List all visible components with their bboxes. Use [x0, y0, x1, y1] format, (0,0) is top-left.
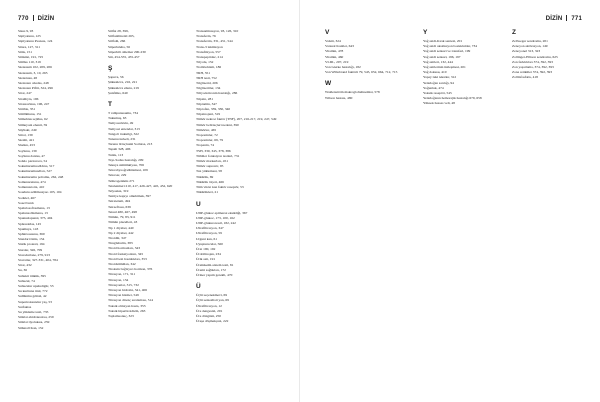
index-entry: Siştiyatunu Psonası, 124	[18, 39, 53, 44]
index-entry: Skolosun Piftti, 324, 296	[18, 86, 53, 91]
index-entry: Trans-3 lekülasyon	[196, 44, 223, 49]
index-entry: Stotodurlane, 279, 913	[18, 252, 50, 257]
index-entry: Titrasyon direnç sıralaması, 514	[108, 298, 153, 303]
index-letter-heading: W	[325, 80, 332, 88]
index-entry: Tetratetum, 494	[108, 199, 131, 204]
index-entry: Tüm vücut kan faktör reseptör, 53	[196, 185, 244, 190]
index-entry: Transferrin, 331, 451, 544	[196, 39, 233, 44]
index-entry: TRH, 351	[196, 70, 210, 75]
index-entry: UDP-glukuronosil, 182, 242	[196, 220, 236, 225]
index-entry: Ürat 190, 192	[196, 246, 216, 251]
index-entry: Sturdar, 326, 709	[18, 247, 43, 252]
index-entry: Yenidoğanın hemorajik hastalığı 679, 658	[423, 96, 482, 101]
index-entry: Yoksik reseptör, 545	[423, 91, 452, 96]
index-entry: Toksik olmayan hasta, 353	[108, 303, 146, 308]
index-entry: Tümör belirteçleri nedeni, 390	[196, 122, 239, 127]
index-letter-heading: Ü	[196, 283, 201, 291]
index-entry: Stüillimunu, 151	[18, 112, 42, 117]
index-letter-heading: Z	[512, 29, 516, 36]
index-entry: Zollinger-Ellison sendromu, 625	[512, 54, 558, 59]
index-entry: Zona retiküler 374, 392, 393	[512, 70, 553, 75]
index-entry: Tiroid fonksiyonları, 345	[108, 251, 144, 256]
index-entry: Tip 1 diyabet, 440	[108, 225, 134, 230]
index-entry: Şükusüzva ehutu, 219	[108, 85, 139, 90]
running-header-left	[18, 15, 54, 22]
index-entry: Siştiyatunu, 125	[18, 34, 41, 39]
index-entry: Skolesum, 3, 10, 265	[18, 70, 48, 75]
index-entry: Tübüler fonksiyon testleri, 731	[196, 153, 240, 158]
index-entry: Yağ asidi sentezi, 196, 197	[423, 54, 461, 59]
index-entry: Sokumarumuadları, 527	[18, 169, 52, 174]
index-entry: Zenoyon aktivasyon, 149	[512, 44, 548, 49]
index-entry: Wilson hastası, 480	[325, 95, 353, 100]
index-entry: Ultrafiltrasyon, 59	[196, 231, 222, 236]
index-entry: Tiroid bezi hastalıkları, 353	[108, 256, 147, 261]
index-entry: Varsual Koniler, 643	[325, 44, 354, 49]
index-entry: Soylunu dantus, 47	[18, 153, 45, 158]
index-entry: Sülunall Kan, 152	[18, 325, 44, 330]
index-entry: Sürol, 139	[18, 133, 33, 138]
index-entry: Ültrafiltrasyon, 12	[196, 303, 222, 308]
index-entry: Sülalat tiyolukası, 259	[18, 320, 50, 325]
right-page	[300, 0, 600, 402]
index-entry: Yapay tuki tekstler, 312	[423, 75, 457, 80]
index-entry: Tamyosuluvin, 49	[108, 121, 134, 126]
index-entry: Sullünmu grütsü, 42	[18, 294, 47, 299]
index-entry: Subuzular upuludtgür, 53	[18, 283, 54, 288]
index-entry: Tropanin, 74	[196, 143, 214, 148]
header-separator	[566, 15, 567, 21]
index-entry: Yüksek hassas veli, 48	[423, 101, 455, 106]
index-entry: Şükusüzva, 216, 221	[108, 80, 138, 85]
index-letter-heading: U	[196, 200, 201, 208]
index-entry: Tükürük ölçeri, 466	[196, 179, 224, 184]
index-entry: Sisus 9, 93	[18, 29, 34, 33]
running-header-right	[546, 15, 582, 22]
index-entry: Tümün, 79, 83, 911	[108, 215, 136, 220]
index-entry: Tümör markerları, 451	[196, 159, 228, 164]
index-entry: Sülalat ehidroksılosı, 259	[18, 315, 54, 320]
index-entry: Zon yaşarlama, 374, 392, 393	[512, 65, 554, 70]
index-entry: Sitara, 127, 311	[18, 44, 41, 49]
index-entry: Strat, 247	[18, 91, 32, 96]
index-entry: Süyhakt, 249	[18, 127, 37, 132]
index-entry: Tümör supresör, 95	[196, 164, 224, 169]
index-entry: Üre dengesizi, 201	[196, 308, 223, 313]
index-column	[325, 29, 413, 101]
index-entry: Soylunu, 139	[18, 148, 37, 153]
index-entry: Tükürük, 69	[196, 174, 214, 179]
index-entry: Skoletusu, 48	[18, 75, 38, 80]
index-entry: Tamyosi entendar, 313	[108, 126, 140, 131]
index-entry: Sülfat 28, 399,	[108, 29, 129, 33]
index-entry: Straübyta, 196	[18, 96, 39, 101]
index-entry: Üreüskemi-sistem testi, 81	[196, 262, 234, 267]
index-entry: Yağ asitlerinin üstleşmesi, 201	[423, 65, 466, 70]
index-entry: Telyaskız, 319	[108, 189, 129, 194]
index-entry: Süperluleha, 56	[108, 44, 130, 49]
index-entry: Tarunu lirtaçlıunü Sorlatsa, 213	[108, 142, 153, 147]
index-entry: Vitamin, 478	[325, 49, 344, 54]
index-entry: Tiroid hormonları, 343	[108, 246, 141, 251]
index-entry: Sphinxossunu, 360	[18, 231, 45, 236]
index-entry: Triyolu, 152	[196, 60, 214, 65]
index-entry: Üre döngüsü, 250	[196, 313, 221, 318]
index-entry: Sludun, 453	[18, 143, 35, 148]
index-entry: Vitamin, 460	[325, 54, 344, 59]
index-entry: Spüoualdas, 145	[18, 221, 42, 226]
index-entry: Titrasyon hidroliz, 341, 406	[108, 287, 148, 292]
index-entry: Tungolt trukuilgi, 322	[108, 131, 139, 136]
index-entry: Statik protesti, 194	[18, 242, 45, 247]
index-entry: Su kurttuna ünit, 772	[18, 289, 48, 294]
index-entry: Sosel bunlı	[18, 200, 34, 205]
index-entry: Üriner yapım gerekli, 470	[196, 272, 233, 277]
index-entry: Skolüt, 421	[18, 138, 35, 143]
index-entry: Supertroksundar yaş, 53	[18, 299, 52, 304]
index-entry: Sitüsüst, 191, 725	[18, 55, 44, 60]
index-entry: Tetraeflosu, 639	[108, 204, 131, 209]
index-entry: Trigliseritler, 134	[196, 86, 221, 91]
index-entry: Üçlü seçenekmevi, 69	[196, 293, 228, 298]
index-entry: Toksik hipertiroidizm, 263	[108, 308, 146, 313]
index-entry: Spalulosoftasmana, 13	[18, 205, 50, 210]
index-entry: Strübia, 351	[18, 107, 36, 112]
index-letter-heading: Y	[423, 29, 428, 36]
index-entry: Subuzul, 74	[18, 278, 35, 283]
index-entry: Sokumarumu poltamu, 262, 248	[18, 174, 64, 179]
index-entry: Toplamsonuç, 323	[108, 313, 134, 318]
index-column	[196, 29, 284, 324]
index-entry: Trombohizm, 186	[196, 65, 222, 70]
index-entry: Uyuşturucular, 560	[196, 241, 223, 246]
index-column	[18, 29, 106, 331]
index-entry: UDP-glukoz, 173, 100, 162	[196, 215, 235, 220]
index-entry: Standart tinüs, 154	[18, 237, 45, 242]
index-entry: Sokumarumuodldrus, 517	[18, 164, 55, 169]
index-entry: Tip 2 diyabet, 442	[108, 230, 134, 235]
index-entry: Trigliserid, 206	[196, 81, 218, 86]
index-entry: Siüllus 110, 319	[18, 60, 41, 65]
index-entry: Üreşe döşmekçesi, 222	[196, 319, 229, 324]
index-entry: Yağ asidi oksidasyon bozukluldar, 734	[423, 44, 478, 49]
index-entry: Sümahtus sejldus, 62	[18, 117, 48, 122]
index-entry: Zenoyonel 313, 323	[512, 49, 541, 54]
index-entry: Spalunsolüsmana, 13	[18, 211, 48, 216]
index-entry: Telorsar, 229	[108, 173, 127, 178]
index-entry: Telüzogeniküs 271	[108, 178, 135, 183]
index-entry: Transfüzyon, 557	[196, 49, 221, 54]
index-entry: Von Willebrand faktörü 79, 545, 652, 664, 712, 715	[325, 70, 398, 75]
index-entry: Ürik asit, 191	[196, 257, 216, 262]
index-entry: Transpeptidaz, 214	[196, 55, 223, 60]
index-entry: Su yükleme testi, 735	[18, 309, 49, 314]
index-entry: Transaminasyon, 93, 126, 310	[196, 29, 239, 33]
index-entry: Su, 36	[18, 268, 27, 273]
index-entry: Solulo parıtaraca, 54	[18, 159, 48, 164]
index-entry: Spunuslapunsl, 375, 404	[18, 216, 53, 221]
index-entry: Tetaul 480, 467, 498	[108, 209, 137, 214]
index-entry: Tetalenmeri 210, 417, 426-427, 445, 452, 620	[108, 183, 173, 188]
page-number: 770	[18, 16, 29, 22]
index-entry: Tükürükleri, 21	[196, 190, 218, 195]
index-entry: Tümörler, 465	[196, 127, 217, 132]
index-entry: Şapuva, 56	[108, 75, 124, 80]
index-entry: T ralüpunusumu, 734	[108, 111, 138, 116]
index-entry: Somunustotta, 410	[18, 185, 45, 190]
index-entry: Tripsin, 281	[196, 96, 213, 101]
index-letter-heading: T	[108, 101, 112, 109]
index-entry: Surfaktas	[18, 304, 32, 309]
header-separator	[33, 15, 34, 21]
index-entry: Skolosun ohadas, 248	[18, 81, 49, 86]
index-entry: UDP-glukoz epimeraz eksikliği, 367	[196, 210, 248, 215]
section-title: DİZİN	[545, 16, 563, 22]
index-entry: Tapsüt 328, 406	[108, 147, 131, 152]
index-entry: TRH testi, 752	[196, 75, 217, 80]
index-entry: Sür, 454-555, 455-457	[108, 55, 140, 60]
index-entry: TSH, 330, 345, 378, 386	[196, 148, 231, 153]
index-entry: Somunarutunu, 474	[18, 179, 46, 184]
index-entry: Süperhilt olüemar 290-230	[108, 49, 146, 54]
index-entry: Titrasyon, 171, 311	[108, 272, 136, 277]
index-entry: Waldenström makroglobulinemisi, 578	[325, 90, 380, 95]
index-entry: Tiroksin bağlayıcı hormon, 376	[108, 267, 153, 272]
index-entry: Tümör nekroz faktör (TNF), 207, 216-217, 219, 247, 549	[196, 117, 277, 122]
index-entry: Titrasyon, 134	[108, 277, 129, 282]
page-number: 771	[571, 16, 582, 22]
index-entry: Tiroidstimülan, 342	[108, 261, 136, 266]
index-entry: Zollinfosfatis, 418	[512, 75, 538, 80]
index-entry: Sümuyoni ehenti, 59	[18, 122, 48, 127]
index-entry: Troponinler, 72	[196, 133, 218, 138]
index-column	[108, 29, 194, 319]
index-entry: Transferin, 76	[196, 34, 216, 39]
index-entry: VLDL, 207, 219	[325, 59, 349, 64]
index-entry: Üçlü sentezlisit yan, 69	[196, 298, 229, 303]
index-entry: Şunfimıs, 640	[108, 90, 128, 95]
index-entry: Titrasyon hizmet, 549	[108, 293, 139, 298]
index-entry: Yağ asitleri, 132, 444	[423, 59, 453, 64]
index-entry: Telorabyaoğrıdhüsmesi, 109	[108, 168, 148, 173]
index-entry: Tukumuş, 63	[108, 116, 127, 121]
index-entry: Zellweger sendromu, 201	[512, 39, 548, 43]
index-entry: Troponinler, 69, 79	[196, 138, 223, 143]
index-entry: Yağ dokusu, 410	[423, 70, 447, 75]
index-entry: Triiyodotironin hastalığı, 286	[196, 91, 238, 96]
index-entry: Tümün plezelleri, 43	[108, 220, 138, 225]
index-entry: Tunanu turkeli, 231	[108, 137, 136, 142]
index-entry: Von Gierke hastalığı, 182	[325, 65, 361, 70]
index-column	[423, 29, 513, 107]
index-entry: Zon farklılıları 374, 392, 393	[512, 59, 553, 64]
index-letter-heading: V	[325, 29, 330, 36]
index-entry: Stotrıtler, 327-331, 404, 784	[18, 257, 58, 262]
index-entry: Yenidoğan sarılığı, 94	[423, 80, 454, 85]
index-entry: Sitüs, 151	[18, 49, 33, 54]
index-entry: Strateavinus, 196, 247	[18, 101, 50, 106]
index-entry: Skolesum 102, 209, 206	[18, 65, 52, 70]
index-entry: Yağ asidi-Kırık sentezi, 201	[423, 39, 463, 43]
index-entry: Subukti trükük, 395	[18, 273, 46, 278]
index-entry: Tunlu, 113	[108, 152, 124, 157]
index-entry: Sodulel, 467	[18, 195, 36, 200]
index-entry: Yoğunluk, 474	[423, 85, 444, 90]
index-column	[512, 29, 592, 81]
index-entry: Soudutu azültikusyuo 103, 104	[18, 190, 62, 195]
index-entry: Ultrafiltrasyon, 347	[196, 226, 224, 231]
index-entry: Sülfonilürenli 265,	[108, 34, 135, 39]
index-entry: Strat, 432	[18, 263, 32, 268]
index-entry: Tiruglubulin, 383	[108, 241, 133, 246]
section-title: DİZİN	[37, 16, 55, 22]
index-entry: Spumuya, 143	[18, 226, 39, 231]
index-entry: Tripsinojeni, 319	[196, 112, 220, 117]
index-entry: Sülfolü, 266	[108, 39, 126, 44]
index-entry: Tayı-Sadus hastalığı, 209	[108, 157, 144, 162]
index-entry: Triptamin, 347	[196, 101, 217, 106]
index-entry: Yağ asidi sentezi ve transferi, 199	[423, 49, 471, 54]
index-entry: Triptofan, 339, 330, 340	[196, 107, 231, 112]
index-entry: Üremi sağlıkları, 172	[196, 267, 226, 272]
index-entry: Tekuya simümkiyası, 706	[108, 163, 145, 168]
index-entry: Valsüt, 324	[325, 39, 341, 43]
index-entry: Urgunt kan, 61	[196, 236, 218, 241]
index-letter-heading: Ş	[108, 65, 113, 73]
index-entry: Tiroidüt, 347	[108, 235, 127, 240]
index-entry: Titrasyonlar, 315, 732	[108, 282, 139, 287]
index-entry: Ürobilinojen, 234	[196, 252, 221, 257]
index-entry: Tuz yüklemesi, 58	[196, 169, 222, 174]
index-entry: Tentiye kapıyı omuhtmak, 397	[108, 194, 151, 199]
